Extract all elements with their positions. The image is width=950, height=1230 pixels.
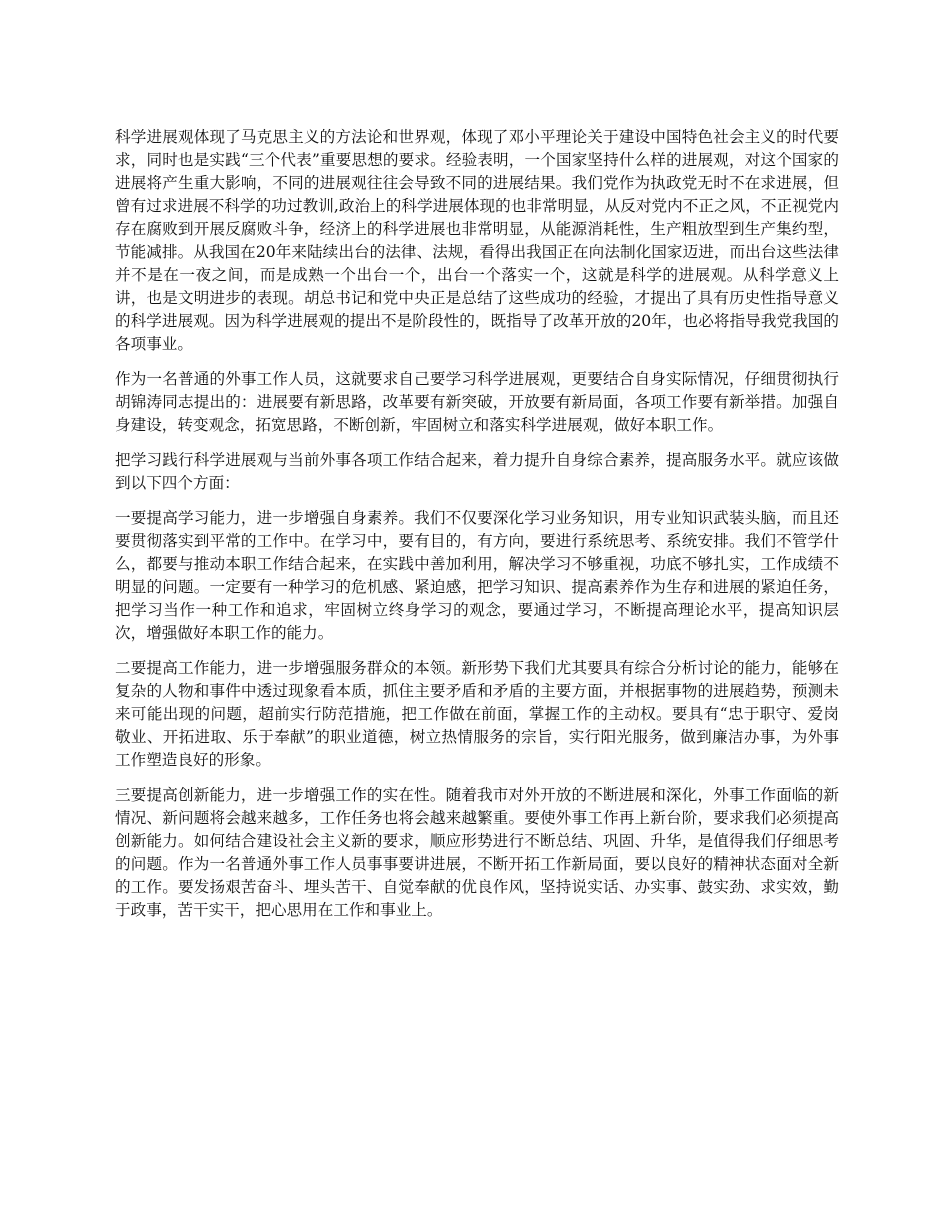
- paragraph-foreign-affairs-worker: 作为一名普通的外事工作人员，这就要求自己要学习科学进展观，更要结合自身实际情况，仔细贯彻执行胡锦涛同志提出的：进展要有新思路，改革要有新突破，开放要有新局面，各项工作要有新举措。加强自身建设，转变观念，拓宽思路，不断创新，牢固树立和落实科学进展观，做好本职工作。: [115, 370, 839, 434]
- paragraph-four-aspects-intro: 把学习践行科学进展观与当前外事各项工作结合起来，着力提升自身综合素养，提高服务水平。就应该做到以下四个方面：: [115, 451, 839, 492]
- paragraph-innovation-ability: 三要提高创新能力，进一步增强工作的实在性。随着我市对外开放的不断进展和深化，外事工作面临的新情况、新问题将会越来越多，工作任务也将会越来越繁重。要使外事工作再上新台阶，要求我们必须提高创新能力。如何结合建设社会主义新的要求，顺应形势进行不断总结、巩固、升华，是值得我们仔细思考的问题。作为一名普通外事工作人员事事要讲进展，不断开拓工作新局面，要以良好的精神状态面对全新的工作。要发扬艰苦奋斗、埋头苦干、自觉奉献的优良作风，坚持说实话、办实事、鼓实劲、求实效，勤于政事，苦干实干，把心思用在工作和事业上。: [115, 786, 839, 919]
- paragraph-scientific-development: 科学进展观体现了马克思主义的方法论和世界观，体现了邓小平理论关于建设中国特色社会主义的时代要求，同时也是实践“三个代表”重要思想的要求。经验表明，一个国家坚持什么样的进展观，对这个国家的进展将产生重大影响，不同的进展观往往会导致不同的进展结果。我们党作为执政党无时不在求进展，但曾有过求进展不科学的功过教训,政治上的科学进展体现的也非常明显，从反对党内不正之风，不正视党内存在腐败到开展反腐败斗争，经济上的科学进展也非常明显，从能源消耗性，生产粗放型到生产集约型，节能减排。从我国在20年来陆续出台的法律、法规，看得出我国正在向法制化国家迈进，而出台这些法律并不是在一夜之间，而是成熟一个出台一个，出台一个落实一个，这就是科学的进展观。从科学意义上讲，也是文明进步的表现。胡总书记和党中央正是总结了这些成功的经验，才提出了具有历史性指导意义的科学进展观。因为科学进展观的提出不是阶段性的，既指导了改革开放的20年，也必将指导我党我国的各项事业。: [115, 128, 839, 353]
- paragraph-learning-ability: 一要提高学习能力，进一步增强自身素养。我们不仅要深化学习业务知识，用专业知识武装头脑，而且还要贯彻落实到平常的工作中。在学习中，要有目的，有方向，要进行系统思考、系统安排。我们不管学什么，都要与推动本职工作结合起来，在实践中善加利用，解决学习不够重视，功底不够扎实，工作成绩不明显的问题。一定要有一种学习的危机感、紧迫感，把学习知识、提高素养作为生存和进展的紧迫任务，把学习当作一种工作和追求，牢固树立终身学习的观念，要通过学习，不断提高理论水平，提高知识层次，增强做好本职工作的能力。: [115, 509, 839, 642]
- paragraph-work-ability: 二要提高工作能力，进一步增强服务群众的本领。新形势下我们尤其要具有综合分析讨论的能力，能够在复杂的人物和事件中透过现象看本质，抓住主要矛盾和矛盾的主要方面，并根据事物的进展趋势，预测未来可能出现的问题，超前实行防范措施，把工作做在前面，掌握工作的主动权。要具有“忠于职守、爱岗敬业、开拓进取、乐于奉献”的职业道德，树立热情服务的宗旨，实行阳光服务，做到廉洁办事，为外事工作塑造良好的形象。: [115, 659, 839, 769]
- document-body: [115, 126, 839, 934]
